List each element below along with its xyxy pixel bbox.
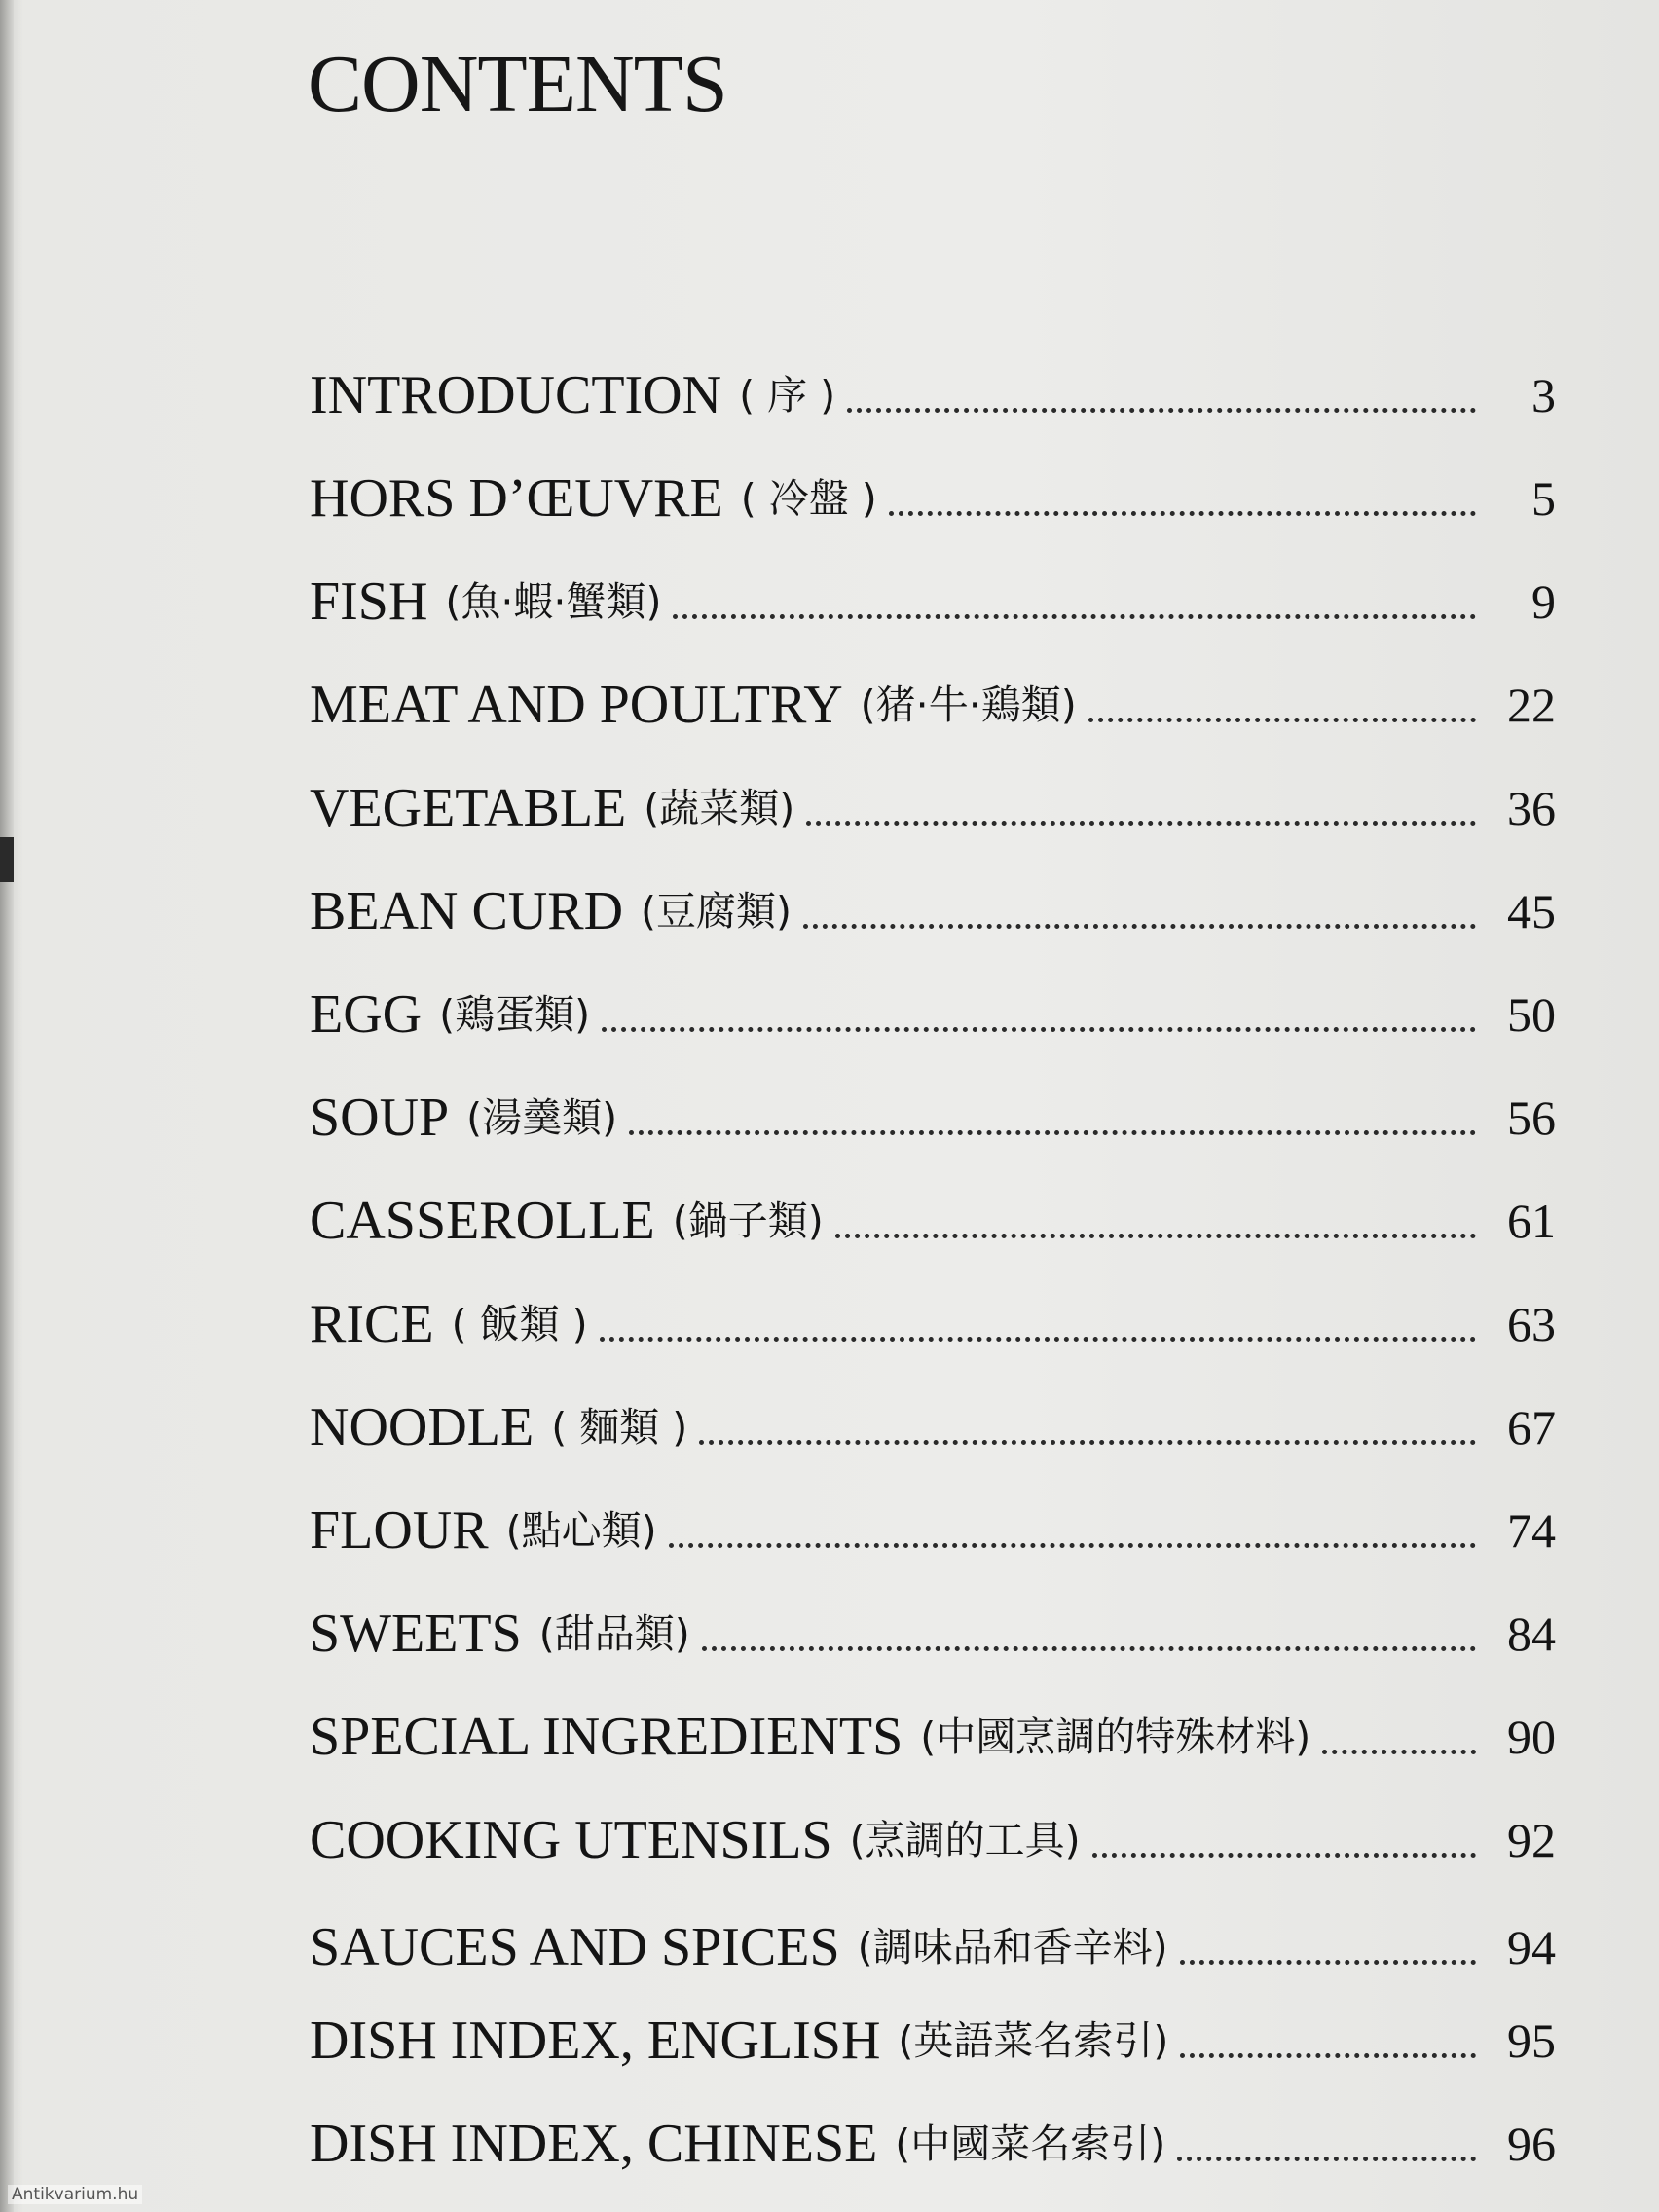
toc-entry-chinese: ( 麵類 ) [551,1404,688,1451]
toc-entry [310,1250,1556,1353]
toc-entry-page-number: 84 [1507,1606,1556,1661]
toc-entry [310,734,1556,837]
dot-leader [702,1646,1476,1651]
toc-entry-chinese: (蔬菜類) [644,785,795,831]
toc-entry [310,837,1556,940]
toc-entry-chinese: ( 序 ) [739,372,836,419]
toc-entry-english: EGG [310,984,423,1045]
toc-entry-chinese: (中國菜名索引) [895,2120,1166,2167]
toc-entry-chinese: (點心類) [505,1507,657,1554]
toc-entry [310,1976,1556,2070]
toc-entry-chinese: (英語菜名索引) [898,2017,1169,2064]
toc-entry [310,1869,1556,1976]
toc-entry [310,1044,1556,1147]
adjacent-page-edge [0,0,14,2212]
dot-leader [673,614,1476,619]
toc-entry-page-number: 74 [1507,1503,1556,1558]
toc-entry-page-number: 50 [1507,987,1556,1042]
toc-entry [310,1766,1556,1869]
dot-leader [806,821,1476,826]
toc-entry-english: FLOUR [310,1500,489,1561]
toc-entry-chinese: (魚·蝦·蟹類) [445,578,662,625]
toc-entry-chinese: ( 冷盤 ) [740,475,877,522]
toc-entry-english: SAUCES AND SPICES [310,1917,840,1977]
toc-entry-english: SOUP [310,1088,450,1148]
dot-leader [1180,1960,1476,1965]
dot-leader [803,924,1476,929]
toc-entry-page-number: 67 [1507,1400,1556,1455]
toc-entry-chinese: (調味品和香辛料) [857,1924,1168,1971]
watermark: Antikvarium.hu [8,2185,142,2204]
toc-entry-chinese: (湯羹類) [466,1094,618,1141]
dot-leader [1088,718,1476,722]
toc-entry [310,631,1556,734]
adjacent-page-mark [0,837,14,882]
toc-entry-page-number: 61 [1507,1194,1556,1248]
dot-leader [1180,2053,1476,2058]
toc-entry-english: HORS D’ŒUVRE [310,468,723,529]
dot-leader [629,1130,1476,1135]
toc-entry-english: BEAN CURD [310,881,624,941]
page-title: CONTENTS [308,39,727,129]
toc-entry-page-number: 96 [1507,2117,1556,2171]
toc-entry-chinese: (鍋子類) [672,1198,824,1244]
toc-entry-chinese: (中國烹調的特殊材料) [920,1714,1311,1760]
toc-entry-page-number: 95 [1507,2013,1556,2068]
toc-entry-english: INTRODUCTION [310,365,722,425]
toc-entry-page-number: 9 [1531,574,1556,629]
dot-leader [699,1440,1476,1445]
toc-entry [310,1353,1556,1456]
toc-entry-chinese: (豆腐類) [641,888,793,935]
toc-entry-page-number: 5 [1531,471,1556,526]
toc-entry-english: RICE [310,1294,434,1354]
toc-entry [310,1456,1556,1560]
toc-entry-english: MEAT AND POULTRY [310,675,843,735]
toc-entry [310,2070,1556,2173]
toc-entry [310,1663,1556,1766]
toc-entry-english: NOODLE [310,1397,535,1457]
toc-entry-page-number: 94 [1507,1920,1556,1974]
dot-leader [889,511,1476,516]
toc-entry-chinese: (鶏蛋類) [439,991,591,1038]
toc-entry-page-number: 36 [1507,781,1556,835]
toc-entry [310,1147,1556,1250]
toc-entry-page-number: 92 [1507,1813,1556,1867]
toc-entry-chinese: ( 飯類 ) [451,1301,588,1347]
toc-entry [310,424,1556,528]
toc-entry-english: DISH INDEX, ENGLISH [310,2010,881,2071]
dot-leader [1322,1750,1476,1754]
dot-leader [669,1543,1476,1548]
toc-entry-english: CASSEROLLE [310,1191,655,1251]
dot-leader [600,1337,1476,1342]
toc-entry-english: SWEETS [310,1604,522,1664]
dot-leader [1177,2157,1476,2161]
toc-entry-chinese: (猪·牛·鶏類) [860,682,1077,728]
toc-entry-english: FISH [310,571,428,632]
toc-entry-page-number: 3 [1531,368,1556,423]
toc-entry-page-number: 56 [1507,1090,1556,1145]
dot-leader [847,408,1476,413]
toc-entry-english: SPECIAL INGREDIENTS [310,1707,903,1767]
dot-leader [835,1234,1476,1238]
toc-entry-chinese: (烹調的工具) [849,1817,1081,1863]
dot-leader [602,1027,1476,1032]
toc-entry-english: DISH INDEX, CHINESE [310,2114,878,2174]
table-of-contents [310,350,1556,2173]
toc-entry [310,1560,1556,1663]
toc-entry-english: VEGETABLE [310,778,627,838]
dot-leader [1092,1853,1476,1858]
toc-entry [310,528,1556,631]
toc-entry-page-number: 45 [1507,884,1556,939]
toc-entry-page-number: 90 [1507,1710,1556,1764]
toc-entry [310,350,1556,424]
toc-entry-english: COOKING UTENSILS [310,1810,832,1870]
toc-entry-page-number: 22 [1507,678,1556,732]
toc-entry-page-number: 63 [1507,1297,1556,1351]
toc-entry-chinese: (甜品類) [538,1610,690,1657]
toc-entry [310,940,1556,1044]
